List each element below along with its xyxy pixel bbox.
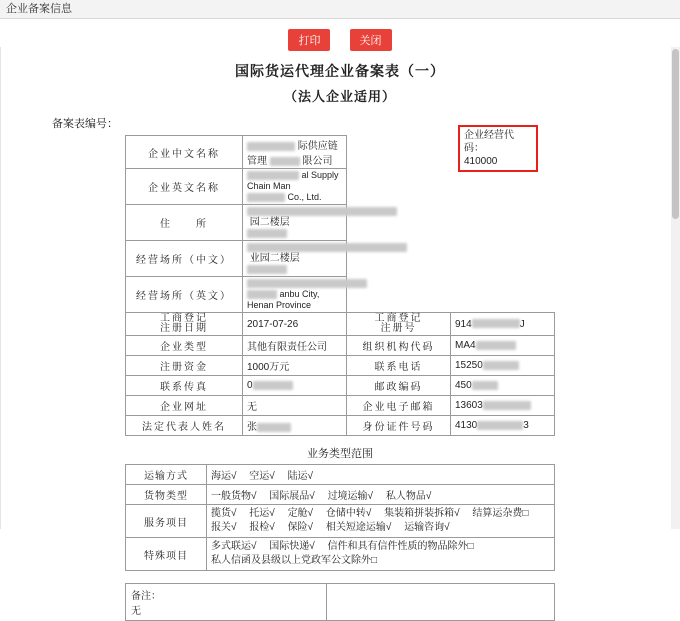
row-label: 身份证件号码 — [347, 416, 451, 436]
row-value: 园二楼层 — [243, 205, 347, 241]
option[interactable]: 私人物品√ — [385, 491, 432, 502]
table-row — [126, 485, 555, 505]
toolbar — [0, 29, 680, 51]
option[interactable]: 过境运输√ — [327, 491, 374, 502]
row-label: 企业英文名称 — [126, 169, 243, 205]
table-row — [126, 277, 555, 313]
row-value: al Supply Chain Man Co., Ltd. — [243, 169, 347, 205]
row-value: 0 — [243, 376, 347, 396]
table-row — [126, 538, 555, 571]
table-row — [126, 169, 555, 205]
option[interactable]: 国际快递√ — [269, 541, 315, 552]
row-label: 企业中文名称 — [126, 136, 243, 169]
row-value: 13603 — [451, 396, 555, 416]
business-scope-title: 业务类型范围 — [307, 448, 373, 460]
row-value: 业园二楼层 — [243, 241, 347, 277]
business-scope-table — [125, 464, 555, 571]
table-row — [126, 465, 555, 485]
row-label: 服务项目 — [126, 505, 207, 538]
table-row — [126, 313, 555, 336]
row-value: 914 J — [451, 313, 555, 336]
row-value — [207, 538, 555, 571]
remark-table — [125, 583, 555, 621]
row-label: 联系传真 — [126, 376, 243, 396]
table-row — [126, 356, 555, 376]
option[interactable]: 信件和具有信件性质的物品除外□ — [327, 541, 474, 552]
table-row — [126, 584, 555, 621]
option[interactable]: 托运√ — [249, 508, 275, 519]
row-value: 无 — [243, 396, 347, 416]
table-row — [126, 416, 555, 436]
row-value: 4130 3 — [451, 416, 555, 436]
page-content — [0, 29, 680, 617]
row-label: 运输方式 — [126, 465, 207, 485]
row-value — [207, 485, 555, 505]
option[interactable]: 相关短途运输√ — [325, 522, 392, 533]
remark-value: 无 — [131, 606, 141, 617]
business-code-label: 企业经营代码： — [464, 130, 514, 154]
option[interactable]: 保险√ — [287, 522, 314, 533]
row-label: 经营场所（英文） — [126, 277, 243, 313]
row-label: 特殊项目 — [126, 538, 207, 571]
option[interactable]: 陆运√ — [287, 471, 314, 482]
page-title: 国际货运代理企业备案表（一） — [235, 63, 445, 79]
row-value — [207, 465, 555, 485]
row-value: 15250 — [451, 356, 555, 376]
row-value: 际供应链管理 限公司 — [243, 136, 347, 169]
window-title: 企业备案信息 — [0, 0, 680, 19]
option[interactable]: 揽货√ — [211, 508, 237, 519]
row-label: 联系电话 — [347, 356, 451, 376]
row-value: anbu City, Henan Province — [243, 277, 347, 313]
option[interactable]: 结算运杂费□ — [472, 508, 529, 519]
option[interactable]: 海运√ — [211, 471, 237, 482]
option[interactable]: 运输咨询√ — [404, 522, 450, 533]
row-value — [207, 505, 555, 538]
row-label: 注册资金 — [126, 356, 243, 376]
row-label: 组织机构代码 — [347, 336, 451, 356]
option[interactable]: 集装箱拼装拆箱√ — [384, 508, 460, 519]
form-number-label: 备案表编号： — [52, 118, 118, 130]
option[interactable]: 私人信函及县级以上党政军公文除外□ — [211, 555, 378, 566]
vertical-scrollbar[interactable] — [671, 47, 680, 529]
scrollbar-thumb[interactable] — [672, 49, 679, 219]
row-value: MA4 — [451, 336, 555, 356]
row-label: 企业网址 — [126, 396, 243, 416]
row-value: 张 — [243, 416, 347, 436]
remark-cell — [126, 584, 327, 621]
row-value: 其他有限责任公司 — [243, 336, 347, 356]
print-button[interactable]: 打印 — [288, 29, 330, 51]
row-value: 2017-07-26 — [243, 313, 347, 336]
table-row — [126, 396, 555, 416]
page-subtitle: （法人企业适用） — [283, 89, 396, 104]
row-label: 经营场所（中文） — [126, 241, 243, 277]
option[interactable]: 报关√ — [211, 522, 237, 533]
row-label: 工商登记 注册日期 — [126, 313, 243, 336]
row-label: 企业电子邮箱 — [347, 396, 451, 416]
table-row — [126, 205, 555, 241]
row-label: 工商登记 注册号 — [347, 313, 451, 336]
enterprise-info-table — [125, 135, 555, 436]
row-value: 450 — [451, 376, 555, 396]
row-value: 1000万元 — [243, 356, 347, 376]
option[interactable]: 定舱√ — [287, 508, 314, 519]
option[interactable]: 多式联运√ — [211, 541, 257, 552]
option[interactable]: 报检√ — [249, 522, 275, 533]
option[interactable]: 国际展品√ — [269, 491, 315, 502]
table-row — [126, 505, 555, 538]
option[interactable]: 仓储中转√ — [325, 508, 372, 519]
close-button[interactable]: 关闭 — [350, 29, 392, 51]
row-label: 邮政编码 — [347, 376, 451, 396]
left-border — [0, 47, 1, 529]
table-row — [126, 336, 555, 356]
row-label: 货物类型 — [126, 485, 207, 505]
remark-empty-cell — [327, 584, 555, 621]
table-row — [126, 376, 555, 396]
table-row — [126, 241, 555, 277]
row-label: 住 所 — [126, 205, 243, 241]
business-code-highlight — [458, 125, 538, 172]
row-label: 企业类型 — [126, 336, 243, 356]
row-label: 法定代表人姓名 — [126, 416, 243, 436]
option[interactable]: 一般货物√ — [211, 491, 257, 502]
option[interactable]: 空运√ — [249, 471, 275, 482]
remark-label: 备注： — [131, 591, 161, 602]
business-code-value: 410000 — [464, 156, 498, 167]
